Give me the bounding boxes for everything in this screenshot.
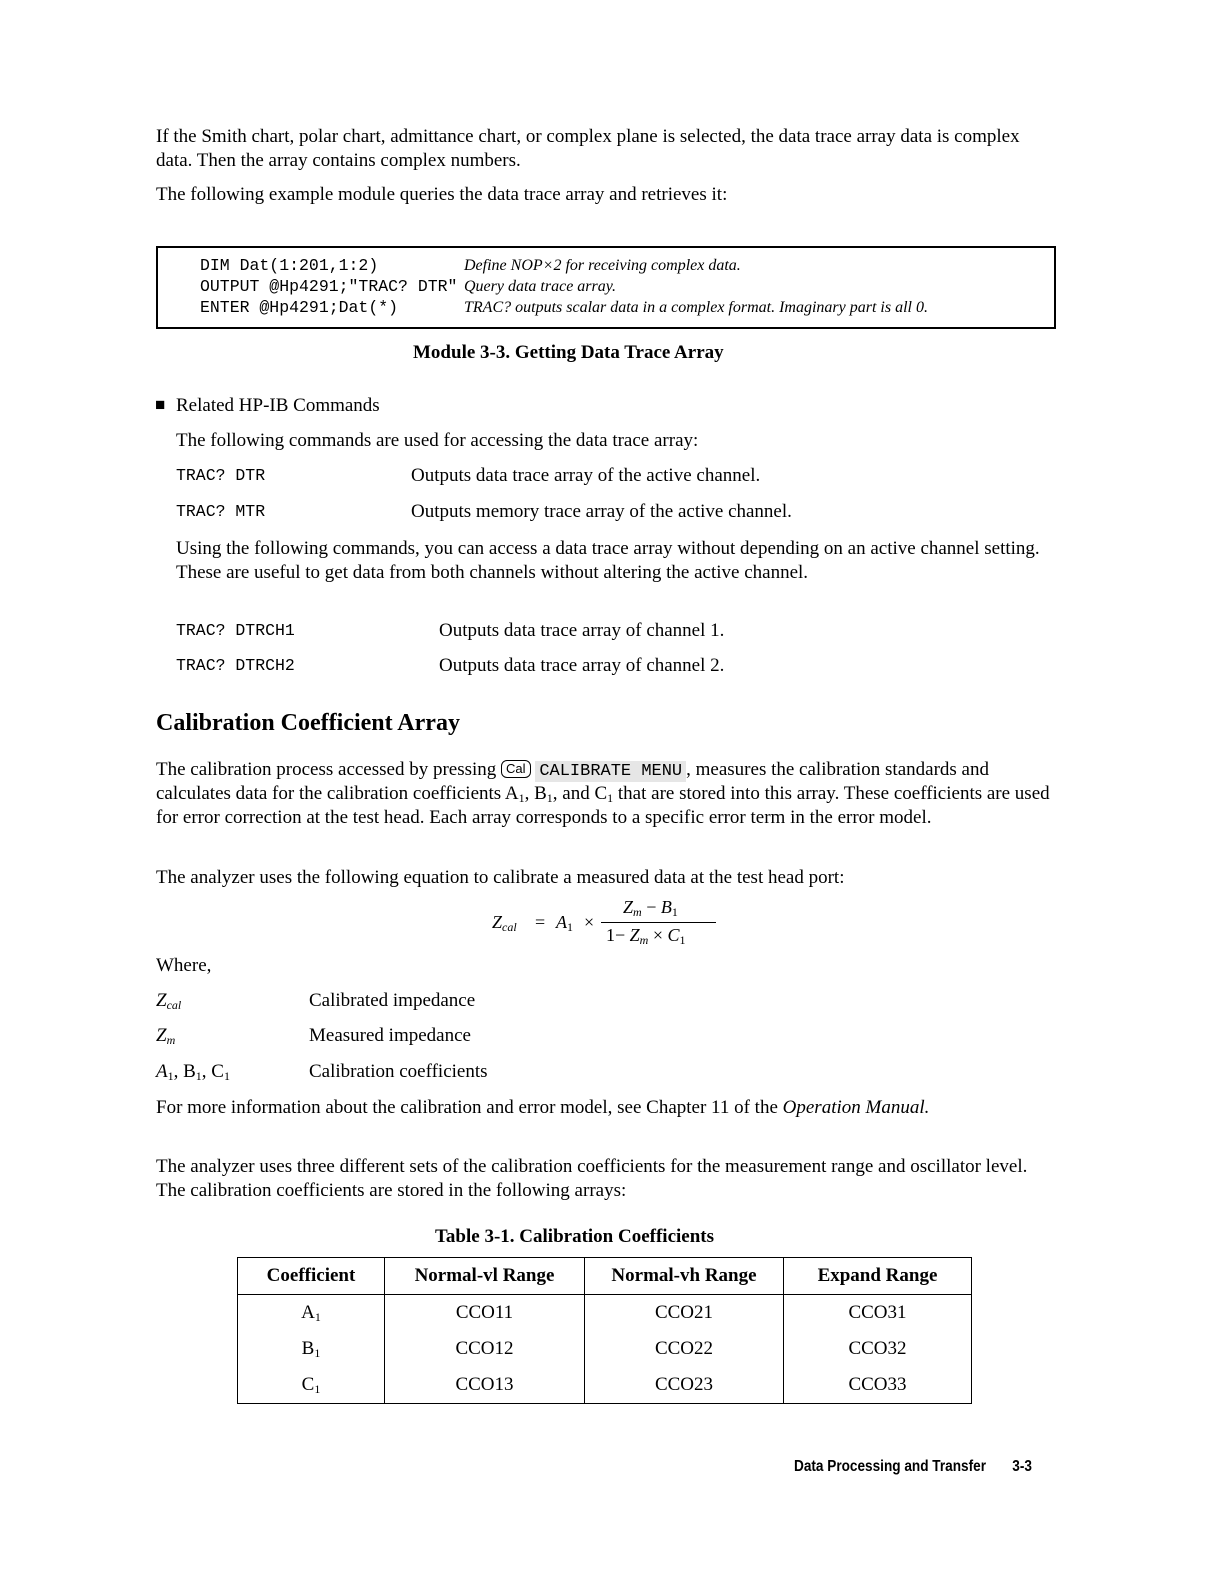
operation-manual-reference: Operation Manual.: [782, 1097, 930, 1118]
code-comment-2: Query data trace array.: [464, 278, 616, 295]
subscript: 1: [314, 1382, 321, 1396]
page-footer: [794, 1458, 1032, 1476]
subscript: 1: [671, 905, 678, 919]
calibration-paragraph: [156, 758, 1056, 829]
column-header: Expand Range: [784, 1258, 972, 1295]
code-comment-3: TRAC? outputs scalar data in a complex format. Imaginary part is all 0.: [464, 299, 928, 316]
table-header-row: [238, 1258, 972, 1295]
column-header: Normal-vh Range: [585, 1258, 784, 1295]
fraction-bar: [601, 922, 716, 923]
section-heading: Calibration Coefficient Array: [156, 710, 460, 736]
equation-symbol: Z: [629, 925, 640, 945]
def-symbol-zm: [156, 1025, 175, 1047]
equation-symbol: A: [156, 1061, 168, 1082]
equation-symbol: A: [556, 912, 567, 932]
cal-hardkey: Cal: [501, 760, 531, 778]
subscript: cal: [502, 920, 517, 934]
coefficient-name: B: [301, 1338, 315, 1359]
coefficient-name: C: [301, 1374, 315, 1395]
calibration-coefficients-table: [237, 1257, 972, 1404]
where-label: Where,: [156, 955, 212, 976]
equation-operator: , C: [201, 1061, 224, 1082]
subscript: 1: [607, 791, 614, 805]
code-comment-1: Define NOP×2 for receiving complex data.: [464, 257, 741, 274]
code-line-3: ENTER @Hp4291;Dat(*): [200, 298, 399, 317]
def-symbol-coeffs: [156, 1061, 230, 1083]
subscript: 1: [518, 791, 525, 805]
code-line-1: DIM Dat(1:201,1:2): [200, 256, 379, 275]
subscript: 1: [679, 933, 686, 947]
command-trac-dtr: TRAC? DTR: [176, 466, 266, 485]
equation-operator: −: [646, 897, 657, 917]
subscript: m: [166, 1033, 176, 1047]
calibration-text: , and C: [552, 783, 608, 804]
equation-lhs: [492, 912, 517, 933]
equation-equals: =: [535, 912, 546, 932]
code-module-box: [156, 246, 1056, 329]
equation-numerator: [623, 897, 678, 918]
table-row: [238, 1295, 972, 1332]
equation-symbol: B: [660, 897, 672, 917]
command-desc: Outputs data trace array of channel 2.: [439, 655, 725, 676]
subscript: cal: [166, 998, 182, 1012]
subscript: 1: [195, 1069, 202, 1083]
command-desc: Outputs memory trace array of the active channel.: [411, 501, 792, 522]
equation-symbol: Z: [156, 990, 167, 1011]
related-commands-paragraph: Using the following commands, you can access a data trace array without depending on an active channel setting. These are useful to get data from both channels without altering the active channel.: [176, 538, 1040, 583]
reference-paragraph: [156, 1096, 1056, 1120]
calibration-text: , B: [524, 783, 547, 804]
calibration-text: The calibration process accessed by pressing: [156, 759, 497, 780]
table-cell: [238, 1331, 385, 1367]
equation-operator: 1−: [606, 925, 626, 945]
subscript: 1: [546, 791, 553, 805]
page-number: 3-3: [1012, 1458, 1032, 1475]
subscript: m: [633, 905, 642, 919]
arrays-paragraph: The analyzer uses three different sets of the calibration coefficients for the measurement range and oscillator level. The calibration coefficients are stored in the following arrays:: [156, 1156, 1028, 1201]
command-trac-dtrch1: TRAC? DTRCH1: [176, 621, 295, 640]
def-desc-coeffs: Calibration coefficients: [309, 1061, 488, 1082]
column-header: Normal-vl Range: [385, 1258, 585, 1295]
equation-intro: The analyzer uses the following equation to calibrate a measured data at the test head port:: [156, 867, 845, 888]
subscript: m: [639, 933, 649, 947]
table-cell: CCO33: [848, 1374, 907, 1395]
table-row: [238, 1367, 972, 1404]
equation-a1: [556, 912, 573, 933]
command-desc: Outputs data trace array of channel 1.: [439, 620, 725, 641]
table-cell: CCO12: [385, 1331, 585, 1367]
reference-text: For more information about the calibration and error model, see Chapter 11 of the: [156, 1097, 778, 1118]
table-cell: [238, 1367, 385, 1404]
subscript: 1: [314, 1346, 321, 1360]
table-cell: CCO13: [385, 1367, 585, 1404]
footer-title: Data Processing and Transfer: [794, 1458, 986, 1475]
equation-times: ×: [584, 912, 595, 932]
table-cell: [238, 1295, 385, 1332]
table-cell: CCO32: [848, 1338, 907, 1359]
command-trac-dtrch2: TRAC? DTRCH2: [176, 656, 295, 675]
calibration-text: , measures the calibration standards and calculates data for the calibration coefficients A: [156, 759, 989, 804]
subscript: 1: [223, 1069, 230, 1083]
subscript: 1: [167, 1069, 174, 1083]
table-cell: CCO11: [385, 1295, 585, 1332]
code-line-2: OUTPUT @Hp4291;"TRAC? DTR": [200, 277, 458, 296]
calibrate-menu-softkey: CALIBRATE MENU: [535, 761, 686, 782]
equation-operator: , B: [173, 1061, 196, 1082]
table-row: [238, 1331, 972, 1367]
table-caption: Table 3-1. Calibration Coefficients: [435, 1226, 715, 1247]
def-symbol-zcal: [156, 990, 181, 1012]
intro-paragraph: If the Smith chart, polar chart, admittance chart, or complex plane is selected, the data trace array data is complex data. Then the array contains complex numbers.: [156, 126, 1020, 171]
bullet-icon: ■: [155, 395, 166, 414]
related-commands-title: Related HP-IB Commands: [176, 395, 380, 416]
intro-example-text: The following example module queries the data trace array and retrieves it:: [156, 184, 728, 205]
def-desc-zcal: Calibrated impedance: [309, 990, 476, 1011]
equation-operator: ×: [652, 925, 663, 945]
table-cell: CCO31: [848, 1302, 907, 1323]
command-trac-mtr: TRAC? MTR: [176, 502, 266, 521]
equation-symbol: Z: [492, 912, 503, 932]
calibration-text: that are stored into this array. These coefficients are used for error correction at the test head. Each array corresponds to a specific error term in the error model.: [156, 783, 1050, 828]
table-cell: CCO23: [585, 1367, 784, 1404]
equation-symbol: C: [667, 925, 680, 945]
equation-symbol: Z: [623, 897, 634, 917]
column-header: Coefficient: [238, 1258, 385, 1295]
module-caption: Module 3-3. Getting Data Trace Array: [413, 342, 724, 363]
command-desc: Outputs data trace array of the active channel.: [411, 465, 761, 486]
equation-denominator: [606, 925, 686, 946]
subscript: 1: [314, 1310, 321, 1324]
subscript: 1: [567, 920, 573, 934]
coefficient-name: A: [301, 1302, 315, 1323]
related-commands-intro: The following commands are used for accessing the data trace array:: [176, 430, 699, 451]
equation-symbol: Z: [156, 1025, 167, 1046]
def-desc-zm: Measured impedance: [309, 1025, 471, 1046]
table-cell: CCO21: [585, 1295, 784, 1332]
table-cell: CCO22: [585, 1331, 784, 1367]
